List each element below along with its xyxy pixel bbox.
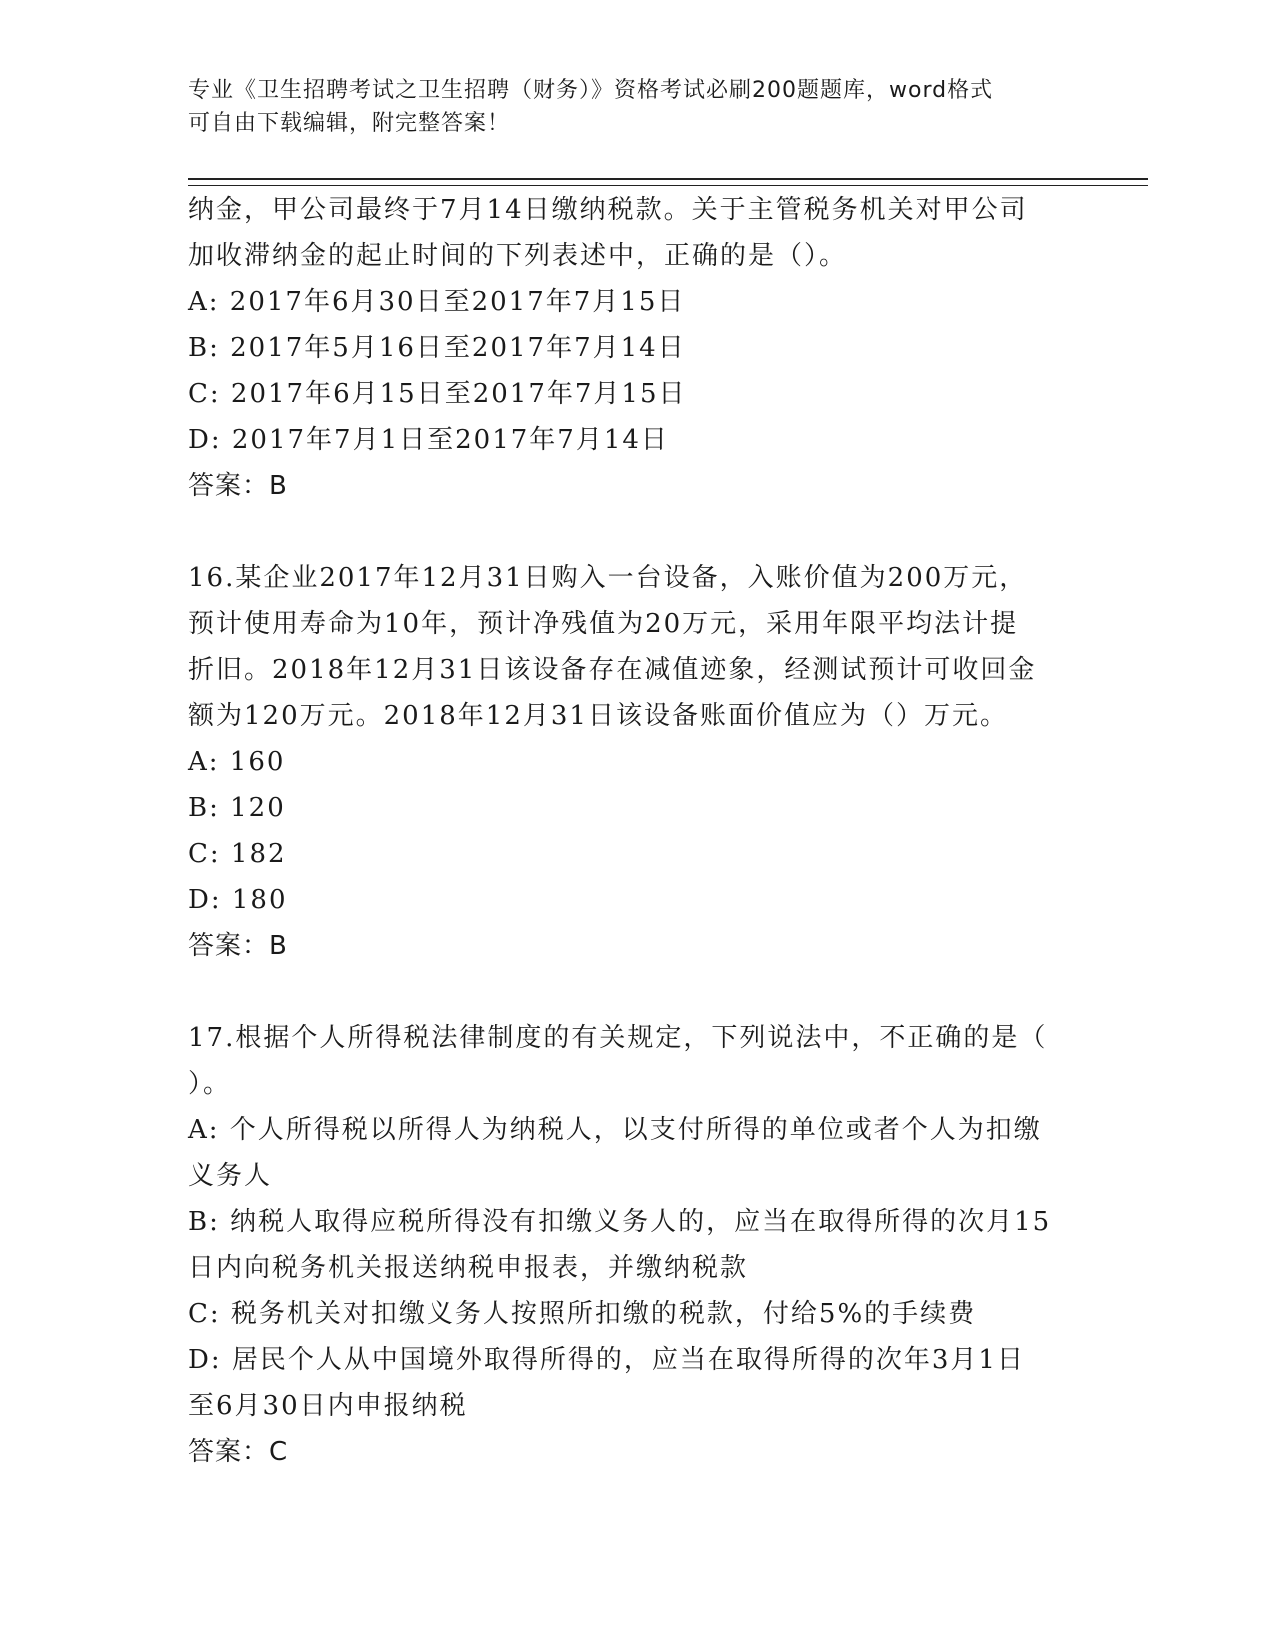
question-content (188, 187, 1088, 1475)
answer-label: 答案：C (188, 1437, 289, 1467)
option-d: D: 180 (188, 885, 288, 915)
option-a-continued: 义务人 (188, 1161, 273, 1191)
header-divider-thin (188, 185, 1148, 186)
header-title-line-1: 专业《卫生招聘考试之卫生招聘（财务）》资格考试必刷200题题库，word格式 (188, 78, 994, 103)
question-stem-line: 额为120万元。2018年12月31日该设备账面价值应为（）万元。 (188, 701, 1008, 731)
option-d: D: 2017年7月1日至2017年7月14日 (188, 425, 669, 455)
question-stem-line: 折旧。2018年12月31日该设备存在减值迹象，经测试预计可收回金 (188, 655, 1037, 685)
option-a: A: 2017年6月30日至2017年7月15日 (188, 287, 686, 317)
option-b: B: 纳税人取得应税所得没有扣缴义务人的，应当在取得所得的次月15 (188, 1207, 1052, 1237)
question-17 (188, 1015, 1088, 1475)
option-d-continued: 至6月30日内申报纳税 (188, 1391, 468, 1421)
answer-label: 答案：B (188, 931, 288, 961)
question-stem-line: 17.根据个人所得税法律制度的有关规定，下列说法中，不正确的是（ (188, 1023, 1048, 1053)
question-spacer (188, 969, 1088, 1015)
document-header (188, 74, 1088, 140)
question-stem-line: 加收滞纳金的起止时间的下列表述中，正确的是（）。 (188, 241, 848, 271)
question-spacer (188, 509, 1088, 555)
header-title-line-2: 可自由下载编辑，附完整答案！ (188, 111, 511, 136)
answer-label: 答案：B (188, 471, 288, 501)
option-b: B: 120 (188, 793, 286, 823)
option-b: B: 2017年5月16日至2017年7月14日 (188, 333, 686, 363)
question-15 (188, 187, 1088, 509)
question-stem-line: 16.某企业2017年12月31日购入一台设备，入账价值为200万元， (188, 563, 1028, 593)
header-divider-thick (188, 178, 1148, 180)
option-c: C: 2017年6月15日至2017年7月15日 (188, 379, 687, 409)
option-b-continued: 日内向税务机关报送纳税申报表，并缴纳税款 (188, 1253, 749, 1283)
option-c: C: 182 (188, 839, 287, 869)
question-stem-line: 纳金，甲公司最终于7月14日缴纳税款。关于主管税务机关对甲公司 (188, 195, 1028, 225)
question-stem-line: 预计使用寿命为10年，预计净残值为20万元，采用年限平均法计提 (188, 609, 1019, 639)
option-a: A: 个人所得税以所得人为纳税人，以支付所得的单位或者个人为扣缴 (188, 1115, 1042, 1145)
option-d: D: 居民个人从中国境外取得所得的，应当在取得所得的次年3月1日 (188, 1345, 1025, 1375)
question-stem-line: ）。 (188, 1069, 232, 1099)
question-16 (188, 555, 1088, 969)
option-a: A: 160 (188, 747, 286, 777)
option-c: C: 税务机关对扣缴义务人按照所扣缴的税款，付给5%的手续费 (188, 1299, 977, 1329)
